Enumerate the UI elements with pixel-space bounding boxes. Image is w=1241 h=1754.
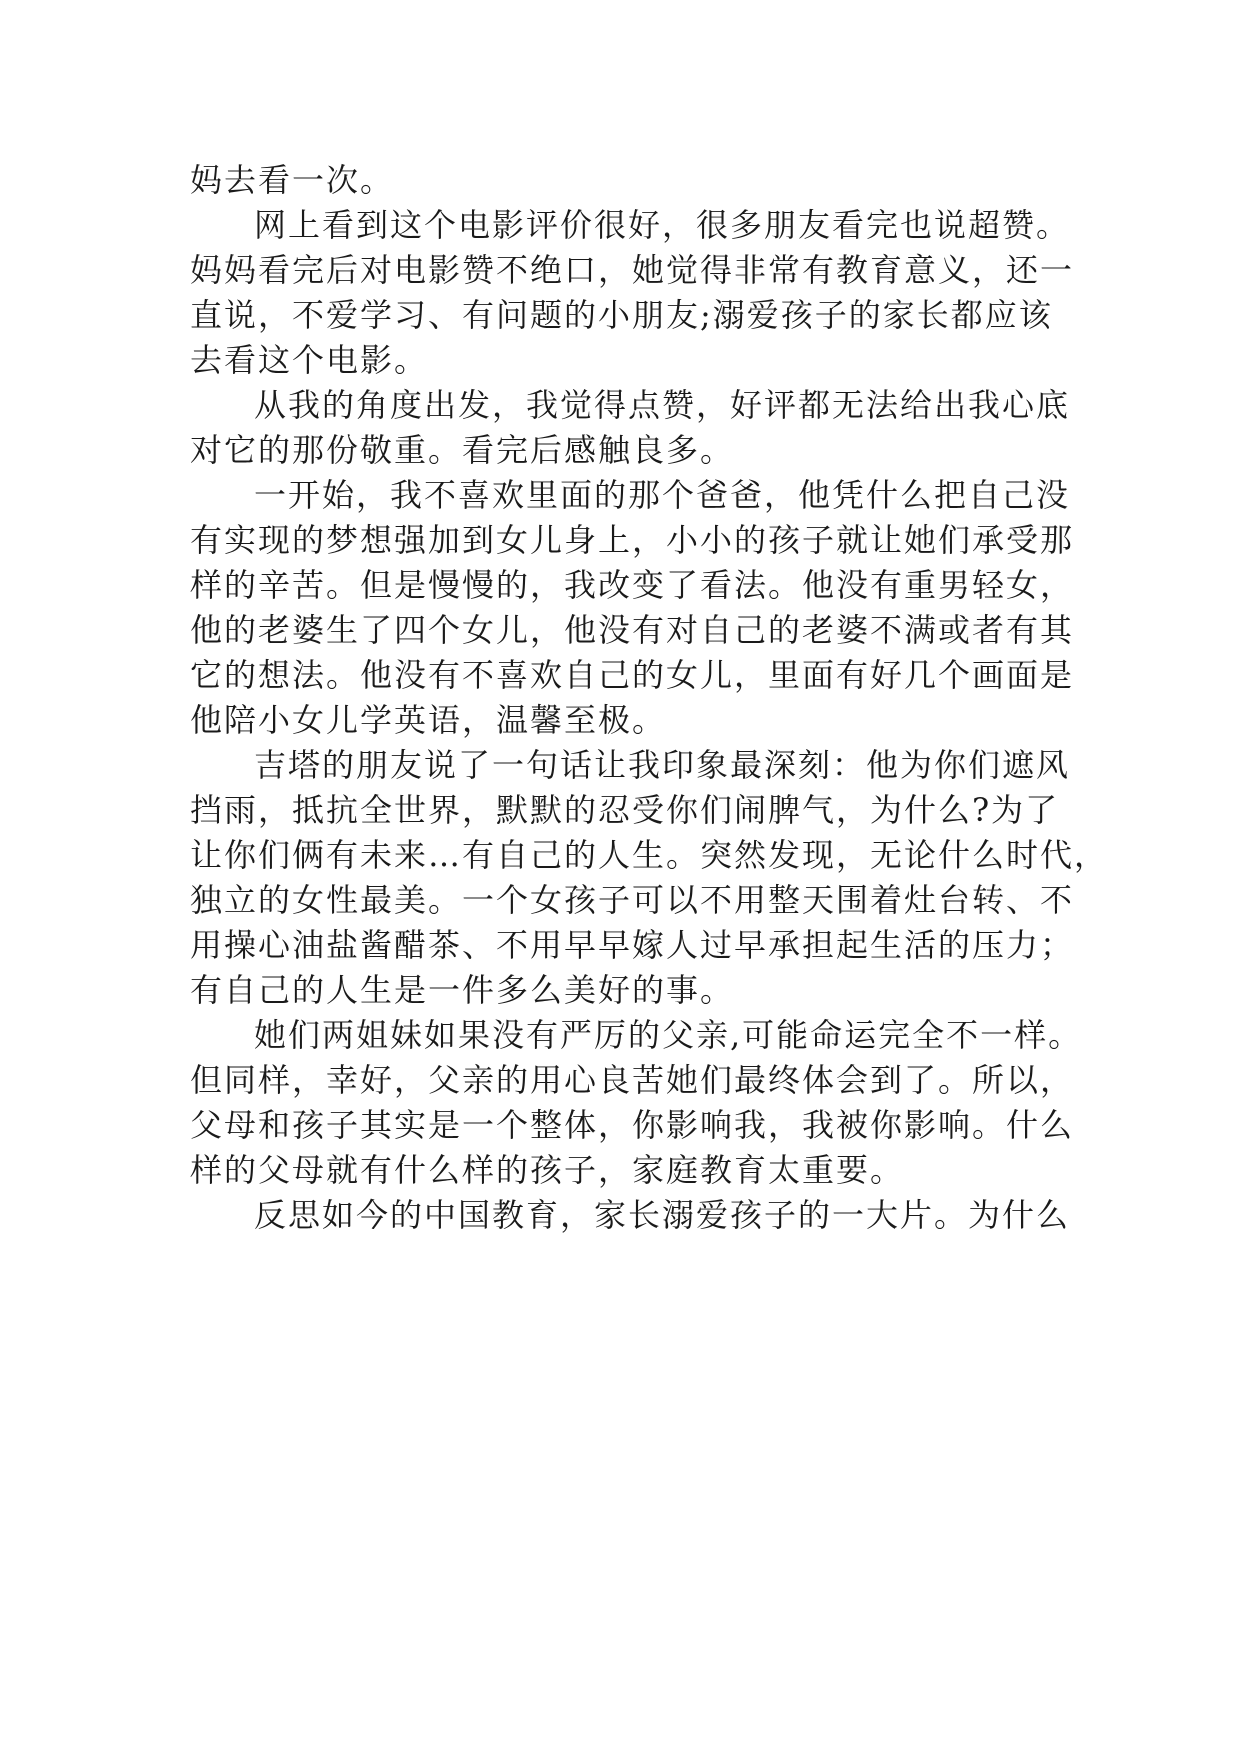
- text-line: 它的想法。他没有不喜欢自己的女儿，里面有好几个画面是: [190, 656, 1075, 694]
- text-line: 妈妈看完后对电影赞不绝口，她觉得非常有教育意义，还一: [190, 251, 1075, 289]
- text-line: 去看这个电影。: [190, 341, 429, 379]
- text-line: 网上看到这个电影评价很好，很多朋友看完也说超赞。: [254, 206, 1071, 244]
- text-line: 有自己的人生是一件多么美好的事。: [190, 971, 735, 1009]
- text-line: 她们两姐妹如果没有严厉的父亲,可能命运完全不一样。: [254, 1016, 1083, 1054]
- text-line: 样的辛苦。但是慢慢的，我改变了看法。他没有重男轻女，: [190, 566, 1075, 604]
- text-line: 吉塔的朋友说了一句话让我印象最深刻：他为你们遮风: [254, 746, 1071, 784]
- text-line: 从我的角度出发，我觉得点赞，好评都无法给出我心底: [254, 386, 1071, 424]
- text-line: 有实现的梦想强加到女儿身上，小小的孩子就让她们承受那: [190, 521, 1075, 559]
- text-line: 直说，不爱学习、有问题的小朋友;溺爱孩子的家长都应该: [190, 296, 1053, 334]
- text-line: 反思如今的中国教育，家长溺爱孩子的一大片。为什么: [254, 1196, 1071, 1234]
- text-line: 独立的女性最美。一个女孩子可以不用整天围着灶台转、不: [190, 881, 1075, 919]
- text-line: 样的父母就有什么样的孩子，家庭教育太重要。: [190, 1151, 905, 1189]
- text-line: 他的老婆生了四个女儿，他没有对自己的老婆不满或者有其: [190, 611, 1075, 649]
- text-line: 但同样，幸好，父亲的用心良苦她们最终体会到了。所以，: [190, 1061, 1075, 1099]
- text-line: 父母和孩子其实是一个整体，你影响我，我被你影响。什么: [190, 1106, 1075, 1144]
- text-line: 让你们俩有未来…有自己的人生。突然发现，无论什么时代，: [190, 836, 1109, 874]
- text-line: 对它的那份敬重。看完后感触良多。: [190, 431, 735, 469]
- text-line: 妈去看一次。: [190, 161, 395, 199]
- text-line: 一开始，我不喜欢里面的那个爸爸，他凭什么把自己没: [254, 476, 1071, 514]
- text-line: 他陪小女儿学英语，温馨至极。: [190, 701, 667, 739]
- text-line: 用操心油盐酱醋茶、不用早早嫁人过早承担起生活的压力；: [190, 926, 1075, 964]
- body-text: [190, 158, 1109, 1238]
- text-line: 挡雨，抵抗全世界，默默的忍受你们闹脾气，为什么?为了: [190, 791, 1060, 829]
